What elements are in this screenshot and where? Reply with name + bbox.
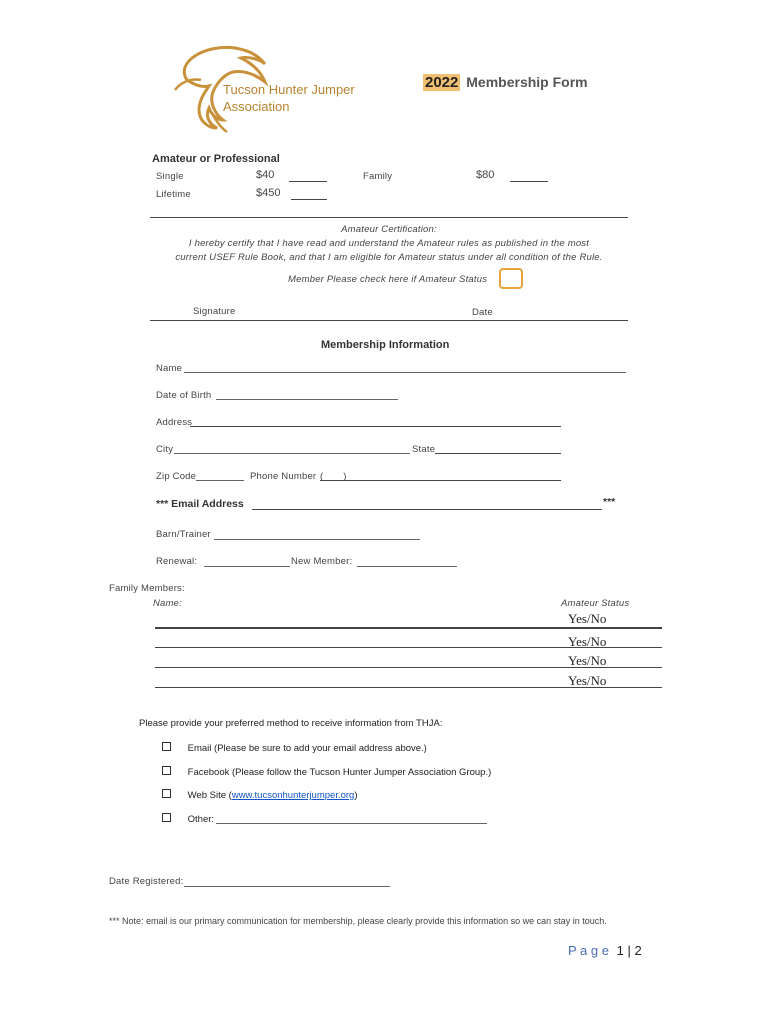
city-field[interactable] xyxy=(174,453,410,454)
certification-line-1: I hereby certify that I have read and understand the Amateur rules as published in the most xyxy=(188,238,590,249)
logo-line-2: Association xyxy=(223,99,290,114)
dob-label: Date of Birth xyxy=(156,390,212,401)
footer-note: *** Note: email is our primary communication for membership, please clearly provide this information so we can stay in touch. xyxy=(109,916,607,926)
date-registered-label: Date Registered: xyxy=(109,876,184,887)
family-price: $80 xyxy=(476,169,495,181)
logo-line-1: Tucson Hunter Jumper xyxy=(223,82,355,97)
pref-other-option[interactable] xyxy=(162,813,214,825)
zip-label: Zip Code xyxy=(156,471,197,482)
pref-email-checkbox[interactable] xyxy=(162,742,171,751)
new-member-field[interactable] xyxy=(357,566,457,567)
preferences-intro: Please provide your preferred method to receive information from THJA: xyxy=(139,718,443,729)
membership-info-heading: Membership Information xyxy=(321,339,450,351)
email-field[interactable] xyxy=(252,509,602,510)
renewal-label: Renewal: xyxy=(156,556,198,567)
address-label: Address xyxy=(156,417,193,428)
form-title-text: Membership Form xyxy=(466,74,588,90)
family-members-heading: Family Members: xyxy=(109,583,185,594)
pref-facebook-option[interactable] xyxy=(162,766,491,778)
zip-field[interactable] xyxy=(196,480,244,481)
family-row-status: Yes/No xyxy=(568,673,607,688)
address-field[interactable] xyxy=(190,426,561,427)
pref-email-label: Email (Please be sure to add your email address above.) xyxy=(187,743,427,754)
pref-email-option[interactable] xyxy=(162,742,427,754)
family-label: Family xyxy=(363,171,393,182)
family-name-col-header: Name: xyxy=(153,598,182,609)
date-registered-field[interactable] xyxy=(184,886,390,887)
year-badge: 2022 xyxy=(425,74,459,91)
family-row-status: Yes/No xyxy=(568,634,607,649)
pref-website-suffix: ) xyxy=(354,790,358,801)
email-suffix: *** xyxy=(603,496,616,508)
dob-field[interactable] xyxy=(216,399,398,400)
barn-trainer-label: Barn/Trainer xyxy=(156,529,211,540)
phone-parens: ( ) xyxy=(320,471,347,482)
form-title xyxy=(423,74,588,91)
family-row-line[interactable] xyxy=(155,667,662,668)
lifetime-label: Lifetime xyxy=(156,189,191,200)
lifetime-price: $450 xyxy=(256,187,281,199)
pref-other-field[interactable] xyxy=(216,823,487,824)
certification-title: Amateur Certification: xyxy=(341,224,437,235)
family-row-line[interactable] xyxy=(155,627,662,629)
state-field[interactable] xyxy=(435,453,561,454)
signature-line[interactable] xyxy=(150,320,628,321)
email-label: *** Email Address xyxy=(156,498,244,510)
pref-website-option[interactable] xyxy=(162,789,358,801)
single-price: $40 xyxy=(256,169,275,181)
renewal-field[interactable] xyxy=(204,566,290,567)
family-row-status: Yes/No xyxy=(568,653,607,668)
family-status-col-header: Amateur Status xyxy=(561,598,630,609)
certification-line-2: current USEF Rule Book, and that I am eligible for Amateur status under all condition of the Rule. xyxy=(175,252,603,263)
phone-label: Phone Number xyxy=(250,471,317,482)
single-checkline[interactable] xyxy=(289,181,327,182)
pref-website-prefix: Web Site ( xyxy=(187,790,232,801)
phone-field[interactable] xyxy=(320,480,561,481)
divider-top xyxy=(150,217,628,218)
lifetime-checkline[interactable] xyxy=(291,199,327,200)
barn-trainer-field[interactable] xyxy=(214,539,420,540)
page-total: 2 xyxy=(634,943,642,958)
pref-facebook-label: Facebook (Please follow the Tucson Hunter Jumper Association Group.) xyxy=(187,767,492,778)
family-row-line[interactable] xyxy=(155,687,662,688)
new-member-label: New Member: xyxy=(291,556,353,567)
family-checkline[interactable] xyxy=(510,181,548,182)
pref-other-label: Other: xyxy=(187,814,215,825)
website-link[interactable]: www.tucsonhunterjumper.org xyxy=(231,790,355,801)
single-label: Single xyxy=(156,171,184,182)
page-word: P a g e xyxy=(568,943,609,958)
signature-label: Signature xyxy=(193,306,236,317)
date-label: Date xyxy=(472,307,493,318)
name-field[interactable] xyxy=(184,372,626,373)
page-separator: | xyxy=(627,943,631,958)
pref-other-checkbox[interactable] xyxy=(162,813,171,822)
family-row-line[interactable] xyxy=(155,647,662,648)
city-label: City xyxy=(156,444,174,455)
amateur-check-label: Member Please check here if Amateur Status xyxy=(288,274,488,285)
pref-facebook-checkbox[interactable] xyxy=(162,766,171,775)
family-row-status: Yes/No xyxy=(568,611,607,626)
page-number xyxy=(568,943,642,958)
amateur-status-checkbox[interactable] xyxy=(499,268,523,289)
state-label: State xyxy=(412,444,436,455)
name-label: Name xyxy=(156,363,183,374)
logo xyxy=(165,42,365,137)
page-current: 1 xyxy=(616,943,624,958)
membership-type-heading: Amateur or Professional xyxy=(152,153,280,165)
pref-website-checkbox[interactable] xyxy=(162,789,171,798)
